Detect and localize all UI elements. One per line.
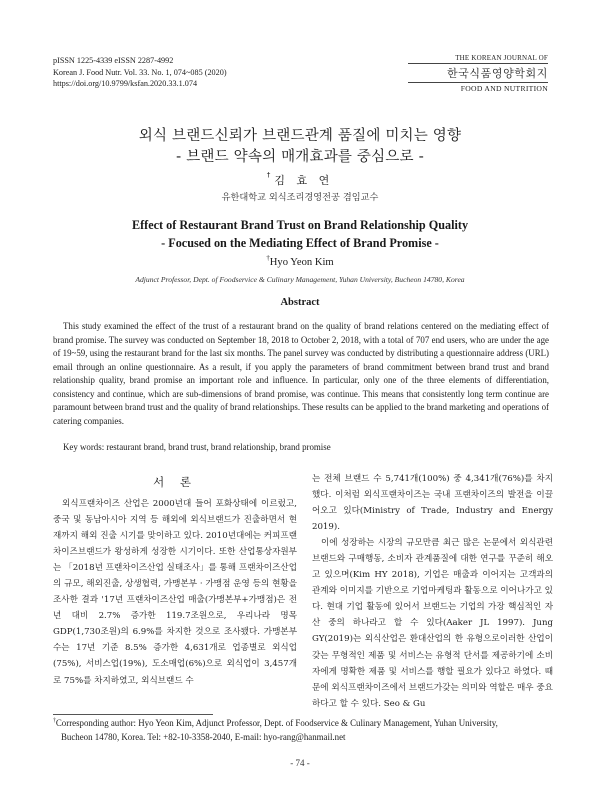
page-number: - 74 - [290,758,310,768]
korean-affiliation: 유한대학교 외식조리경영전공 겸임교수 [221,192,379,203]
english-author-name: Hyo Yeon Kim [269,257,334,268]
journal-name-ko: 한국식품영양학회지 [446,67,548,80]
english-title: Effect of Restaurant Brand Trust on Brand Relationship Quality [131,218,469,232]
journal-logo [408,54,548,93]
section-heading-introduction: 서 론 [153,475,197,489]
keywords: Key words: restaurant brand, brand trust, brand relationship, brand promise [63,442,331,452]
footnote-mark: † [53,718,56,724]
journal-name-en-top: THE KOREAN JOURNAL OF [408,54,548,64]
footnote-divider [53,714,213,715]
citation-block [53,55,227,90]
footnote-line1: Corresponding author: Hyo Yeon Kim, Adjunct Professor, Dept. of Foodservice & Culinary Management, Yuhan University, [55,718,498,728]
corresponding-footnote [53,716,553,745]
doi-link[interactable]: https://doi.org/10.9799/ksfan.2020.33.1.074 [53,79,198,88]
abstract-text: This study examined the effect of the trust of a restaurant brand on the quality of brand relations centered on the mediating effect of brand promise. The survey was conducted on September 18, 2018 to October 2, 2018, with a total of 707 end users, who are under the age of 19~59, using the restaurant brand for the last six months. The panel survey was conducted by distributing a questionnaire address (URL) email through an online questionnaire. As a result, if you apply the parameters of brand commitment between brand trust and brand relationship quality, brand promise an important role and influence. In particular, only one of the three elements of differentiation, consistency and continue, which are sub-dimensions of brand promise, was continue. This means that consistently long term continue are paramount between brand trust and the quality of brand relationships. These results can be applied to the brand marketing and operations of catering companies. [53,321,549,426]
korean-title: 외식 브랜드신뢰가 브랜드관계 품질에 미치는 영향 [138,128,462,144]
body-column-right [312,471,553,712]
corresponding-mark-en: † [266,255,270,262]
abstract-heading: Abstract [280,297,320,308]
korean-subtitle: - 브랜드 약속의 매개효과를 중심으로 - [175,149,424,165]
korean-author-name: 김 효 연 [274,174,334,187]
journal-citation: Korean J. Food Nutr. Vol. 33. No. 1, 074~085 (2020) [53,67,227,77]
journal-name-en-bottom: FOOD AND NUTRITION [408,82,548,93]
english-author [0,257,600,268]
footnote-line2: Bucheon 14780, Korea. Tel: +82-10-3358-2040, E-mail: hyo-rang@hanmail.net [61,732,346,743]
corresponding-mark: † [266,170,275,179]
english-subtitle: - Focused on the Mediating Effect of Brand Promise - [161,236,439,250]
issn: pISSN 1225-4339 eISSN 2287-4992 [53,56,174,65]
paragraph: 외식프랜차이즈 산업은 2000년대 들어 포화상태에 이르렀고, 중국 및 동남아시아 지역 등 해외에 외식브랜드가 진출하면서 현재까지 해외 진출 시기를 맞이하고 있다. 2010년대에는 커피프랜차이즈브랜드가 왕성하게 성장한 시기이다. 또한 산업통상자원부는 「2018년 프랜차이즈산업 실태조사」를 통해 프랜차이즈산업의 규모, 해외진출, 상생협력, 가맹본부 · 가맹점 운영 등의 현황을 조사한 결과 '17년 프랜차이즈산업 매출(가맹본부+가맹점)은 전년 대비 2.7% 증가한 119.7조원으로, 우리나라 명목GDP(1,730조원)의 6.9%를 차지한 것으로 조사됐다. 가맹본부 수는 17년 기준 8.5% 증가한 4,631개로 업종별로 외식업(75%), 서비스업(19%), 도소매업(6%)으로 외식업이 3,457개로 75%를 차지하였고, 외식브랜드 수 [53,499,297,686]
paragraph: 이에 성장하는 시장의 규모만큼 최근 많은 논문에서 외식관련 브랜드와 구매행동, 소비자 관계품질에 대한 연구를 꾸준히 해오고 있으며(Kim HY 2018), 기업은 매출과 이어지는 고객과의 관계와 이미지를 기반으로 기업마케팅과 활동으로 이어나가고 있다. 현대 기업 활동에 있어서 브랜드는 기업의 가장 핵심적인 자산 중의 하나라고 할 수 있다(Aaker JL 1997). Jung GY(2019)는 외식산업은 환대산업의 한 유형으로이러한 산업이 갖는 무형적인 제품 및 서비스는 유형적 단서를 제공하기에 소비자에게 명확한 제품 및 서비스를 행할 필요가 있다고 하였다. 때문에 외식프랜차이즈에서 브랜드가갖는 의미와 역할은 매우 중요하다고 할 수 있다. Seo & Gu [312,538,553,709]
body-column-left [53,496,297,689]
korean-author [0,172,600,188]
paragraph: 는 전체 브랜드 수 5,741개(100%) 중 4,341개(76%)를 차지했다. 이처럼 외식프랜차이즈는 국내 프랜차이즈의 발전을 이끌어오고 있다(Ministry of Trade, Industry and Energy 2019). [312,474,553,533]
english-affiliation: Adjunct Professor, Dept. of Foodservice & Culinary Management, Yuhan University, Bucheon 14780, Korea [135,275,465,284]
